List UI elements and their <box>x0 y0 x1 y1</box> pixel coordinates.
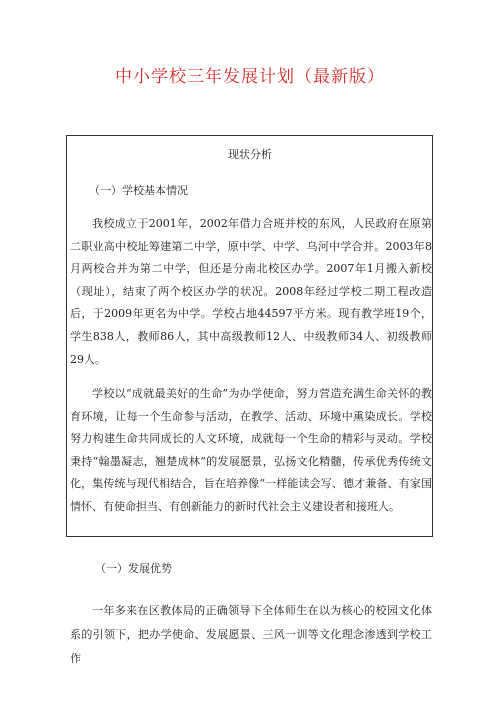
subsection-advantages: （一）发展优势 <box>95 562 172 575</box>
document-title: 中小学校三年发展计划（最新版） <box>115 67 385 87</box>
paragraph-school-mission: 学校以“成就最美好的生命”为办学使命，努力营造充满生命关怀的教育环境，让每一个生命参与活动，在教学、活动、环境中熏染成长。学校努力构建生命共同成长的人文环境，成就每一个生命的精彩与灵动。学校秉持“翰墨凝志，翘楚成林”的发展愿景，弘扬文化精髓，传承优秀传统文化，集传统与现代相结合，旨在培养像“一样能读会写、德才兼备、有家国情怀、有使命担当、有创新能力的新时代社会主义建设者和接班人。 <box>70 387 432 513</box>
paragraph-school-history: 我校成立于2001年，2002年借力合班并校的东风，人民政府在原第二职业高中校址筹建第二中学，原中学、中学、乌河中学合并。2003年8月两校合并为第二中学，但还是分南北校区办学。2007年1月搬入新校（现址），结束了两个校区办学的状况。2008年经过学校二期工程改造后，于2009年更名为中学。学校占地44597平方米。现有教学班19个，学生838人，教师86人，其中高级教师12人、中级教师34人、初级教师29人。 <box>70 217 432 366</box>
section-heading: 现状分析 <box>228 148 272 161</box>
paragraph-advantages: 一年多来在区教体局的正确领导下全体师生在以为核心的校园文化体系的引领下，把办学使命、发展愿景、三风一训等文化理念渗透到学校工作 <box>70 604 432 665</box>
subsection-school-info: （一）学校基本情况 <box>89 184 188 197</box>
